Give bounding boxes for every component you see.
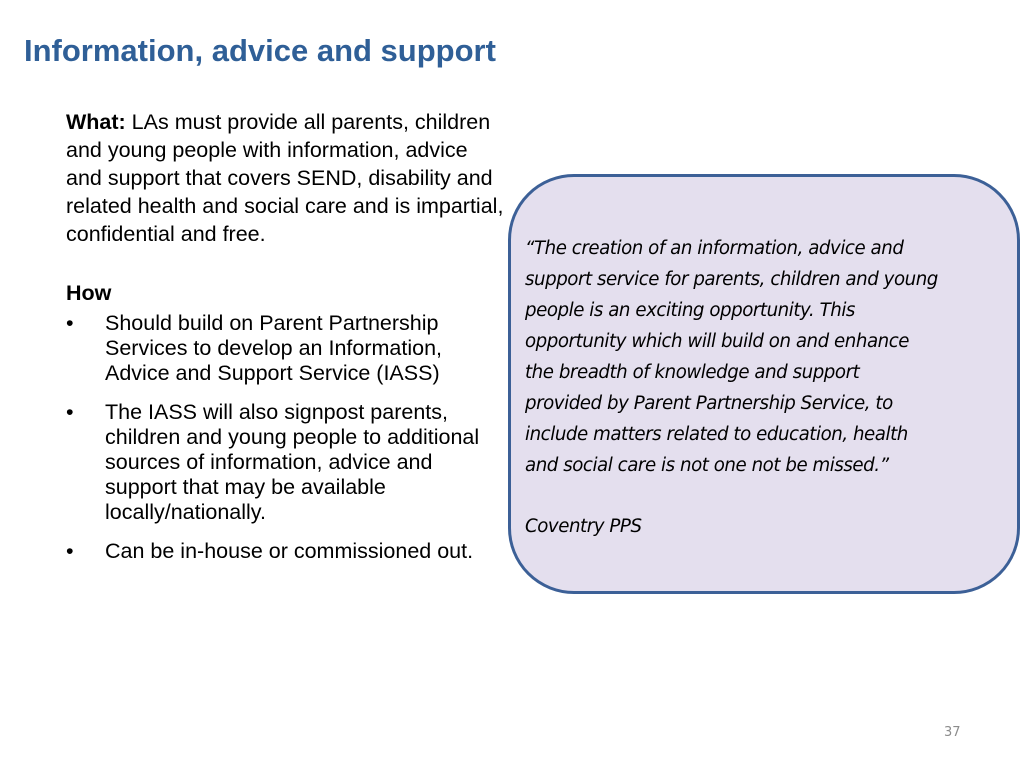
bullet-symbol: • — [66, 539, 74, 564]
bullet-symbol: • — [66, 400, 74, 425]
what-label: What: — [66, 110, 126, 134]
quote-source: Coventry PPS — [525, 516, 642, 537]
what-paragraph — [66, 108, 506, 248]
bullet-item — [66, 311, 497, 385]
content-column — [66, 108, 506, 579]
how-heading: How — [66, 281, 112, 305]
bullet-symbol: • — [66, 311, 74, 335]
what-text: LAs must provide all parents, children and young people with information, advice and support that covers SEND, disability and related health and social care and is impartial, confidential and free. — [66, 110, 504, 246]
quote-callout — [508, 174, 1020, 594]
bullet-text: Can be in-house or commissioned out. — [105, 539, 474, 564]
page-number: 37 — [944, 725, 961, 740]
bullet-text: Should build on Parent Partnership Services to develop an Information, Advice and Support Service (IASS) — [105, 311, 443, 385]
how-bullet-list — [66, 311, 506, 564]
slide-title: Information, advice and support — [24, 33, 496, 68]
bullet-item — [66, 539, 497, 564]
bullet-item — [66, 400, 497, 524]
quote-text: “The creation of an information, advice and support service for parents, children and young people is an exciting opportunity. This opportunity which will build on and enhance the breadth of knowledge and support provided by Parent Partnership Service, to include matters related to education, health and social care is not one not be missed.” — [525, 238, 938, 476]
bullet-text: The IASS will also signpost parents, children and young people to additional sources of information, advice and support that may be available locally/nationally. — [105, 400, 480, 524]
